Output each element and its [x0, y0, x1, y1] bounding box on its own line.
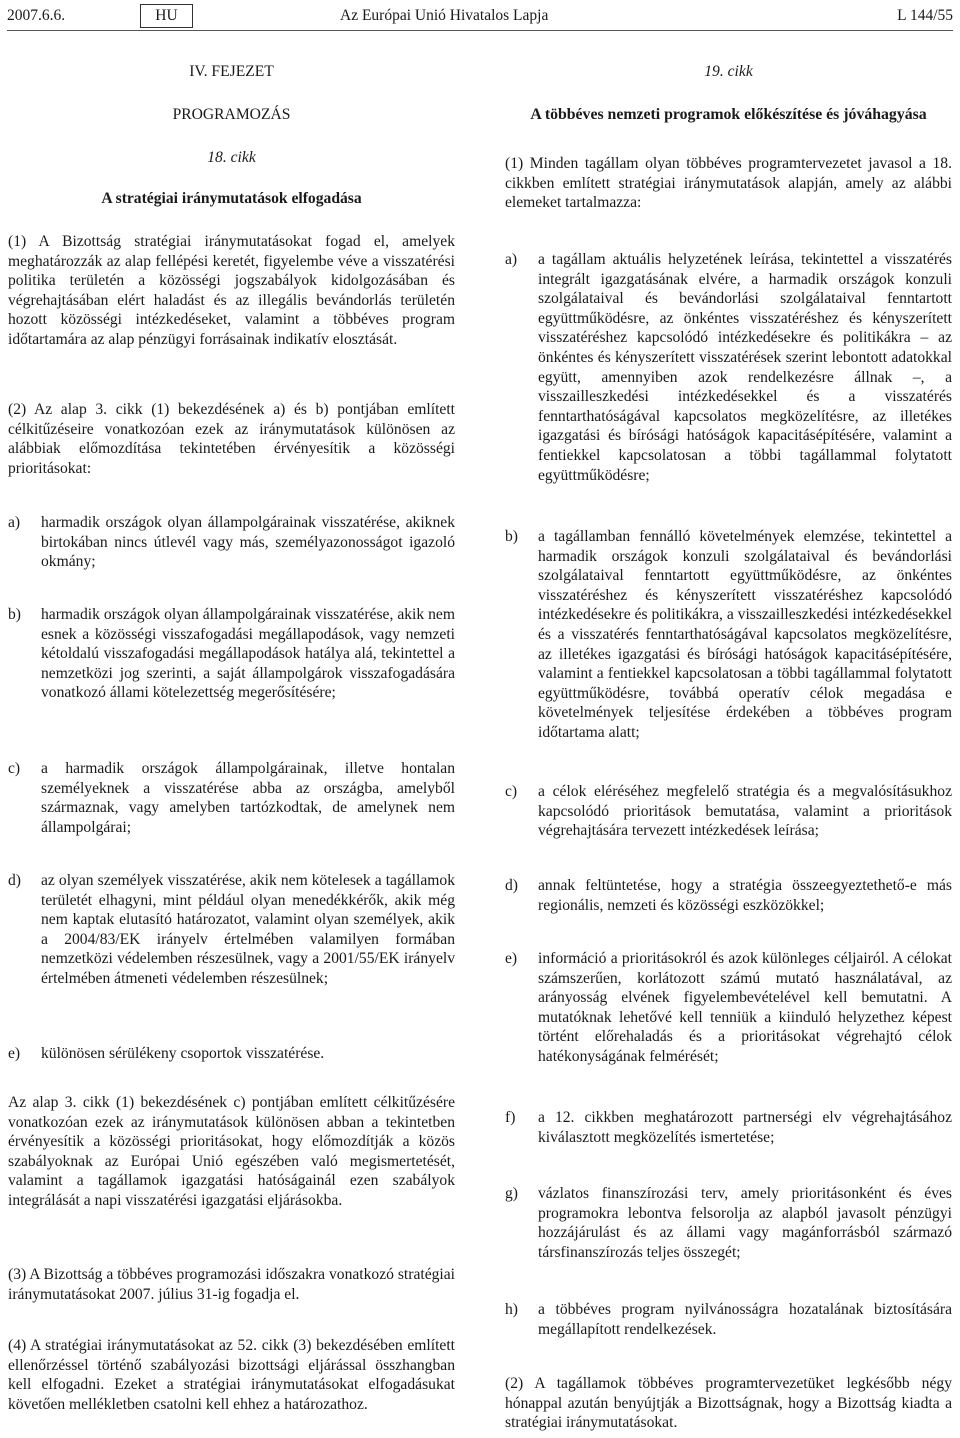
list-item	[505, 250, 952, 485]
list-item	[505, 782, 952, 841]
language-code-box: HU	[140, 4, 193, 28]
paragraph-2: (2) Az alap 3. cikk (1) bekezdésének a) és b) pontjában említett célkitűzéseire vonatkozóan ezek az iránymutatások különösen az alábbiak előmozdítása tekintetében érvényesítik a közösségi prioritásokat:	[8, 401, 455, 477]
section-heading: PROGRAMOZÁS	[172, 106, 291, 123]
list-item-marker: a)	[505, 251, 518, 268]
list-item-text: harmadik országok olyan állampolgárainak visszatérése, akik nem esnek a közösségi visszafogadási megállapodások, vagy nemzeti kétoldalú visszafogadási megállapodások hatálya alá, tekintettel a nemzetközi jog szerinti, a saját állampolgárok visszafogadására vonatkozó állami kötelezettség megerősítésére;	[41, 606, 455, 702]
chapter-heading: IV. FEJEZET	[189, 63, 274, 80]
paragraph-1: (1) A Bizottság stratégiai iránymutatásokat fogad el, amelyek meghatározzák az alap fellépési keretét, figyelembe véve a visszatérési politika területén a közösségi jogszabályok kidolgozásában és végrehajtásában elért haladást és az illegális bevándorlás területén hozott közösségi intézkedéseket, valamint a többéves program időtartamára az alap pénzügyi forrásainak indikatív elosztását.	[8, 233, 455, 348]
list-item-text: a többéves program nyilvánosságra hozatalának biztosítására megállapított rendelkezések.	[538, 1301, 952, 1338]
list-item	[8, 1044, 455, 1064]
article-title: A stratégiai iránymutatások elfogadása	[101, 190, 362, 207]
list-item-marker: e)	[8, 1045, 21, 1062]
list-item-marker: g)	[505, 1185, 518, 1202]
list-item-text: vázlatos finanszírozási terv, amely prioritásonként és éves programokra lebontva felsorolja az alapból javasolt pénzügyi hozzájárulást és az állami vagy magánforrásból származó társfinanszírozás teljes összegét;	[538, 1185, 952, 1261]
list-item-text: a harmadik országok állampolgárainak, illetve hontalan személyeknek a visszatérése abba az országba, amelyből származnak, vagy amelyben tartózkodtak, de amelynek nem állampolgárai;	[41, 760, 455, 836]
header-divider	[7, 30, 953, 31]
list-item-text: annak feltüntetése, hogy a stratégia összeegyeztethető-e más regionális, nemzeti és közösségi eszközökkel;	[538, 877, 952, 914]
list-item-text: információ a prioritásokról és azok különleges céljairól. A célokat számszerűen, korlátozott számú mutató használatával, az arányosság elvének figyelembevételével kell bemutatni. A mutatóknak lehetővé kell tenniük a kiinduló helyzethez képest történt előrehaladás és a prioritásokat végrehajtó célok hatékonyságának felmérését;	[538, 950, 952, 1065]
article-title: A többéves nemzeti programok előkészítése és jóváhagyása	[530, 106, 927, 123]
list-item	[505, 1184, 952, 1262]
page-header	[7, 4, 953, 28]
paragraph-3: Az alap 3. cikk (1) bekezdésének c) pontjában említett célkitűzésére vonatkozóan ezek az iránymutatások különösen abban a tekintetben érvényesítik a közösségi prioritásokat, hogy előmozdítják a közös szabályoknak az Európai Unió egészében való megismertetését, valamint a tagállamok igazgatási hatóságainál ezen szabályok integrálását a napi visszatérési igazgatási eljárásokba.	[8, 1094, 455, 1209]
list-item	[8, 759, 455, 837]
list-item	[505, 876, 952, 915]
list-item-marker: a)	[8, 514, 21, 531]
list-item	[8, 871, 455, 989]
list-item-text: a tagállam aktuális helyzetének leírása, tekintettel a visszatérés integrált igazgatásának elvére, a harmadik országok konzuli szolgálataival és bevándorlási szolgálataival fenntartott együttműködésre, az önkéntes visszatéréshez és kényszerített visszatéréshez kapcsolódó intézkedésekre és politikákra – az önkéntes és kényszerített visszatérések szerint lebontott adatokkal együtt, amennyiben azok rendelkezésre állnak –, a visszailleszkedési intézkedésekkel és a visszatérés fenntarthatóságával kapcsolatos megközelítésre, az illetékes igazgatási és bírósági hatóságok kapacitásépítésére, valamint a fentiekkel kapcsolatosan a többi tagállammal folytatott együttműködésre;	[538, 251, 952, 484]
list-item	[505, 527, 952, 743]
publication-date: 2007.6.6.	[7, 7, 66, 24]
list-item	[505, 949, 952, 1067]
list-item-marker: d)	[8, 872, 21, 889]
list-item-marker: h)	[505, 1301, 518, 1318]
list-item-marker: c)	[505, 783, 518, 800]
list-item-marker: f)	[505, 1109, 516, 1126]
paragraph-1: (1) Minden tagállam olyan többéves programtervezetet javasol a 18. cikkben említett stratégiai iránymutatások alapján, amely az alábbi elemeket tartalmazza:	[505, 155, 952, 212]
list-item-marker: d)	[505, 877, 518, 894]
list-item-marker: b)	[505, 528, 518, 545]
list-item	[8, 513, 455, 572]
list-item	[8, 605, 455, 703]
list-item-marker: b)	[8, 606, 21, 623]
paragraph-4: (3) A Bizottság a többéves programozási időszakra vonatkozó stratégiai iránymutatásokat 2007. július 31-ig fogadja el.	[8, 1266, 455, 1303]
article-number: 18. cikk	[207, 149, 256, 166]
paragraph-2: (2) A tagállamok többéves programtervezetüket legkésőbb négy hónappal azután benyújtják a Bizottságnak, hogy a Bizottság kiadta a stratégiai iránymutatásokat.	[505, 1375, 952, 1432]
list-item-text: a célok eléréséhez megfelelő stratégia és a megvalósításukhoz kapcsolódó prioritások bemutatása, valamint a prioritások végrehajtására tervezett intézkedések leírása;	[538, 783, 952, 840]
journal-title: Az Európai Unió Hivatalos Lapja	[340, 7, 549, 24]
list-item-text: különösen sérülékeny csoportok visszatérése.	[41, 1045, 325, 1062]
list-item-text: a 12. cikkben meghatározott partnerségi elv végrehajtásához kiválasztott megközelítés ismertetése;	[538, 1109, 952, 1146]
list-item	[505, 1108, 952, 1147]
page-reference: L 144/55	[897, 7, 953, 24]
list-item-marker: c)	[8, 760, 21, 777]
list-item-marker: e)	[505, 950, 518, 967]
paragraph-5: (4) A stratégiai iránymutatásokat az 52. cikk (3) bekezdésében említett ellenőrzéssel történő szabályozási bizottsági eljárással összhangban kell elfogadni. Ezeket a stratégiai iránymutatásokat elfogadásukat követően mellékletben csatolni kell ehhez a határozathoz.	[8, 1337, 455, 1413]
article-number: 19. cikk	[704, 63, 753, 80]
list-item-text: a tagállamban fennálló követelmények elemzése, tekintettel a harmadik országok konzuli szolgálataival és bevándorlási szolgálataival fenntartott együttműködésre, az önkéntes visszatéréshez és kényszerített visszatéréshez kapcsolódó intézkedésekre és politikákra, a visszailleszkedési intézkedésekkel és a visszatérés fenntarthatóságával kapcsolatos megközelítésre, az illetékes igazgatási és bírósági hatóságok kapacitásépítésére, valamint a fentiekkel kapcsolatosan a többi tagállammal folytatott együttműködésre, továbbá operatív célok megadása e követelmények teljesítése érdekében a többéves program időtartama alatt;	[538, 528, 952, 741]
list-item	[505, 1300, 952, 1339]
list-item-text: az olyan személyek visszatérése, akik nem kötelesek a tagállamok területét elhagyni, mint például olyan menedékkérők, akik még nem kaptak elutasító határozatot, valamint olyan személyek, akik a 2004/83/EK irányelv értelmében valamilyen formában nemzetközi védelemben részesülnek, vagy a 2001/55/EK irányelv értelmében átmeneti védelemben részesülnek;	[41, 872, 455, 987]
list-item-text: harmadik országok olyan állampolgárainak visszatérése, akiknek birtokában nincs útlevél vagy más, személyazonosságot igazoló okmány;	[41, 514, 455, 571]
